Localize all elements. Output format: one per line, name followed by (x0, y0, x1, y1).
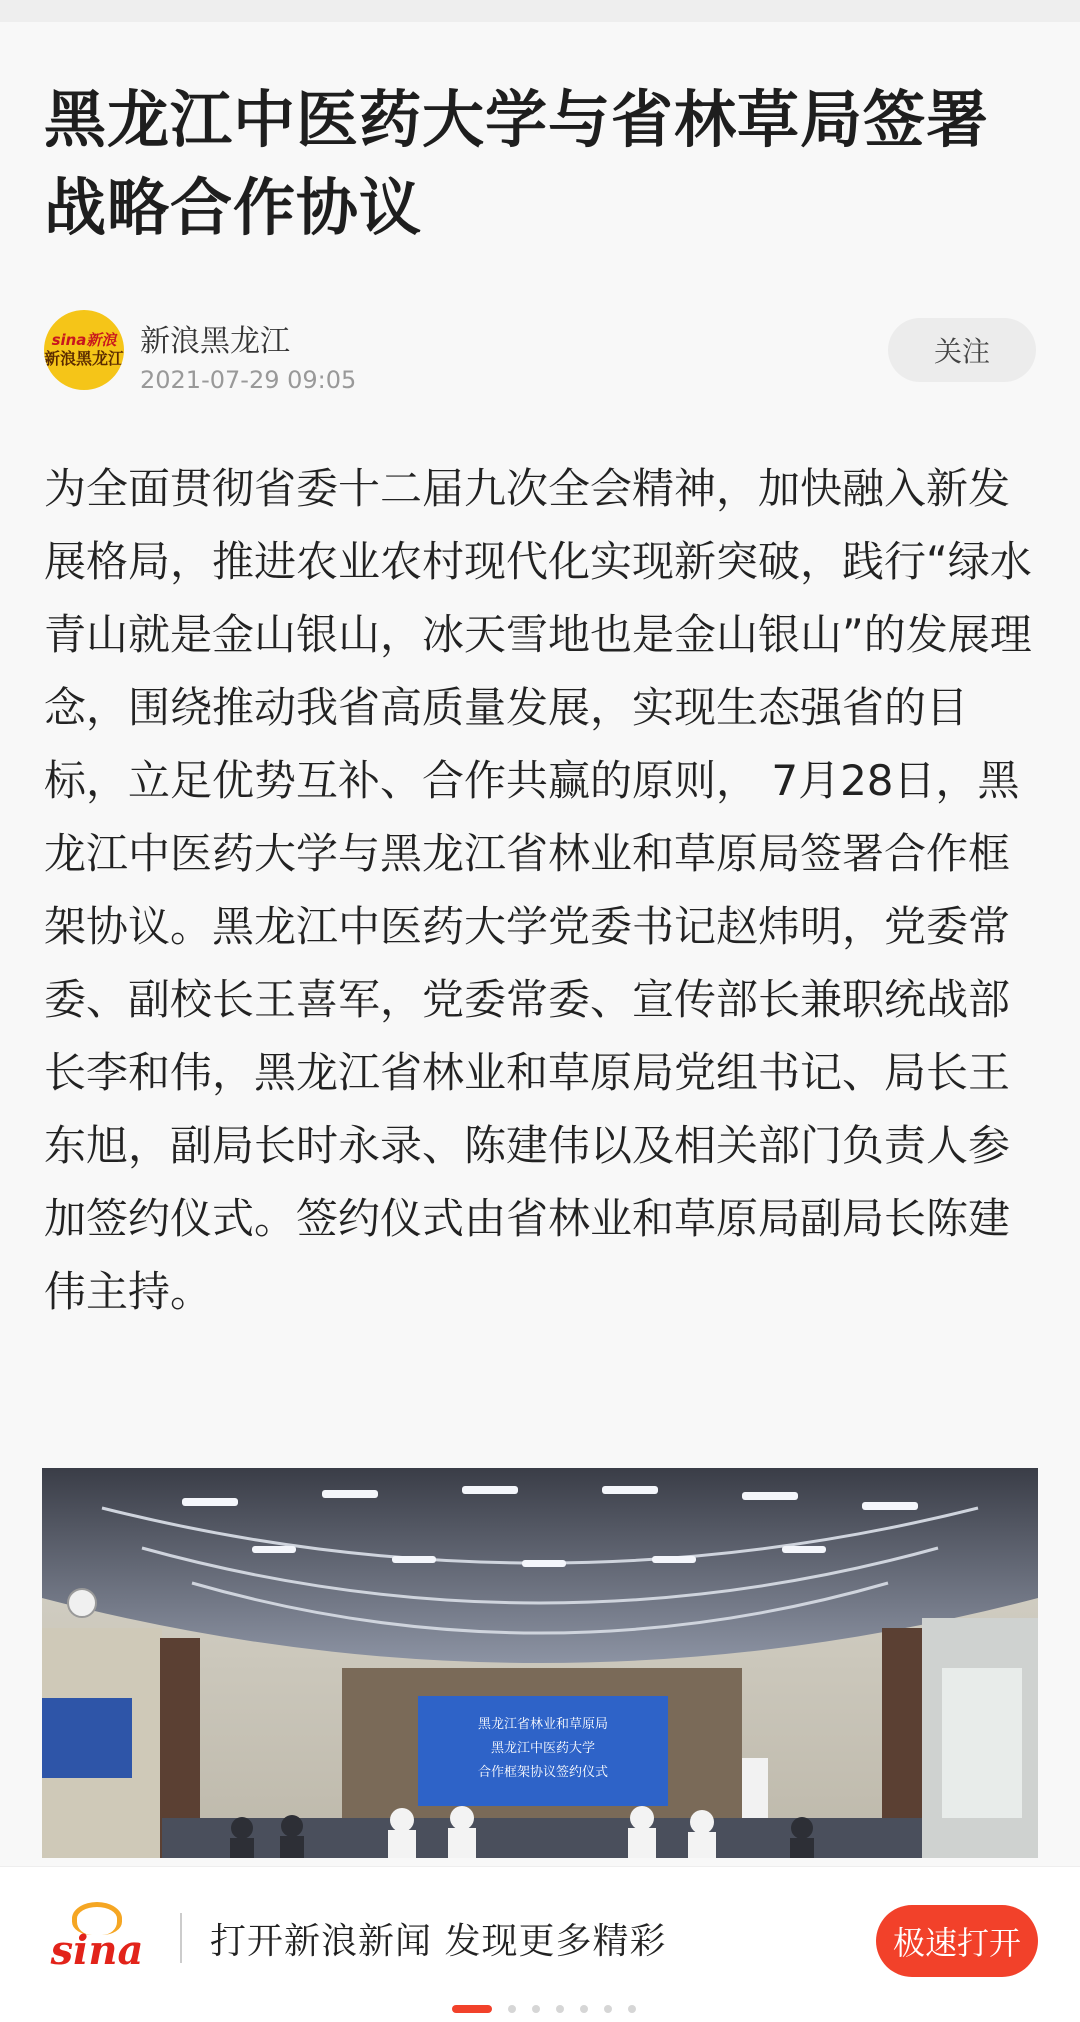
carousel-indicator (0, 2005, 1080, 2015)
author-name[interactable]: 新浪黑龙江 (140, 324, 290, 359)
open-app-button[interactable]: 极速打开 (876, 1905, 1038, 1977)
screen-line-3: 合作框架协议签约仪式 (477, 1765, 609, 1780)
article-title: 黑龙江中医药大学与省林草局签署战略合作协议 (44, 83, 990, 244)
promo-text: 打开新浪新闻 发现更多精彩 (210, 1921, 667, 1962)
article-body: 为全面贯彻省委十二届九次全会精神，加快融入新发展格局，推进农业农村现代化实现新突破，践行“绿水青山就是金山银山，冰天雪地也是金山银山”的发展理念，围绕推动我省高质量发展，实现生态强省的目标，立足优势互补、合作共赢的原则， 7月28日，黑龙江中医药大学与黑龙江省林业和草原局签署合作框架协议。黑龙江中医药大学党委书记赵炜明，党委常委、副校长王喜军，党委常委、宣传部长兼职统战部长李和伟，黑龙江省林业和草原局党组书记、局长王东旭，副局长时永录、陈建伟以及相关部门负责人参加签约仪式。签约仪式由省林业和草原局副局长陈建伟主持。 (44, 464, 1032, 1316)
follow-button[interactable]: 关注 (888, 318, 1036, 382)
carousel-dot-active[interactable] (452, 2005, 492, 2013)
avatar-name-text: 新浪黑龙江 (44, 349, 124, 368)
carousel-dot[interactable] (580, 2005, 588, 2013)
app-promo-banner[interactable] (0, 1866, 1080, 2022)
sina-logo (42, 1887, 152, 1987)
carousel-dot[interactable] (556, 2005, 564, 2013)
carousel-dot[interactable] (604, 2005, 612, 2013)
author-avatar[interactable] (44, 310, 124, 390)
sina-logo-text: sina (50, 1926, 144, 1974)
carousel-dot[interactable] (532, 2005, 540, 2013)
screen-line-1: 黑龙江省林业和草原局 (477, 1717, 609, 1732)
carousel-dot[interactable] (508, 2005, 516, 2013)
publish-time: 2021-07-29 09:05 (140, 366, 357, 394)
carousel-dot[interactable] (628, 2005, 636, 2013)
top-strip (0, 0, 1080, 22)
avatar-logo-text: sina新浪 (51, 331, 117, 349)
banner-divider (180, 1913, 182, 1963)
article-photo[interactable] (42, 1468, 1038, 1858)
meeting-room-illustration (42, 1468, 1038, 1858)
screen-line-2: 黑龙江中医药大学 (490, 1741, 596, 1756)
